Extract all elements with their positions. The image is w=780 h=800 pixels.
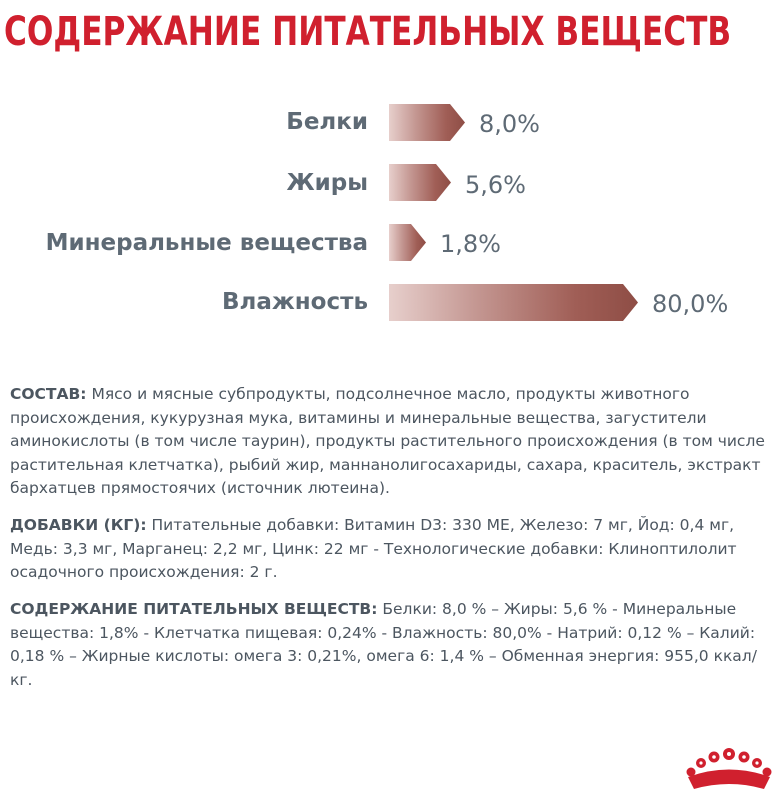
- additives-heading: ДОБАВКИ (КГ):: [10, 516, 147, 534]
- composition-heading: СОСТАВ:: [10, 385, 87, 403]
- nutrients-text: Белки: 8,0 % – Жиры: 5,6 % - Минеральные вещества: 1,8% - Клетчатка пищевая: 0,24% - Влажность: 80,0% - Натрий: 0,12 % – Калий: 0,18 % – Жирные кислоты: омега 3: 0,21%, омега 6: 1,4 % – Обменная энергия: 955,0 ккал/кг.: [10, 600, 757, 689]
- bar-value-minerals: 1,8%: [440, 230, 501, 258]
- bar-label-moisture: Влажность: [222, 289, 368, 315]
- bar-label-protein: Белки: [286, 109, 368, 135]
- bar-fat: [389, 164, 451, 201]
- bar-protein: [389, 104, 465, 141]
- nutrients-paragraph: [10, 598, 774, 692]
- crown-icon: [684, 746, 774, 794]
- nutrients-heading: СОДЕРЖАНИЕ ПИТАТЕЛЬНЫХ ВЕЩЕСТВ:: [10, 600, 378, 618]
- nutrient-chart: [0, 0, 780, 340]
- bar-value-moisture: 80,0%: [652, 290, 729, 318]
- additives-text: Питательные добавки: Витамин D3: 330 МЕ, Железо: 7 мг, Йод: 0,4 мг, Медь: 3,3 мг, Марганец: 2,2 мг, Цинк: 22 мг - Технологические добавки: Клиноптилолит осадочного происхождения: 2 г.: [10, 516, 737, 581]
- composition-paragraph: [10, 383, 774, 501]
- page-title: СОДЕРЖАНИЕ ПИТАТЕЛЬНЫХ ВЕЩЕСТВ: [4, 9, 732, 55]
- bar-value-fat: 5,6%: [465, 171, 526, 199]
- composition-text: Мясо и мясные субпродукты, подсолнечное масло, продукты животного происхождения, кукурузная мука, витамины и минеральные вещества, загустители аминокислоты (в том числе таурин), продукты растительного происхождения (в том числе растительная клетчатка), рыбий жир, маннанолигосахариды, сахара, краситель, экстракт бархатцев прямостоячих (источник лютеина).: [10, 385, 765, 497]
- additives-paragraph: [10, 514, 774, 585]
- bar-moisture: [389, 284, 638, 321]
- bar-value-protein: 8,0%: [479, 110, 540, 138]
- bar-label-fat: Жиры: [286, 170, 368, 196]
- bar-label-minerals: Минеральные вещества: [45, 230, 368, 256]
- bar-minerals: [389, 224, 426, 261]
